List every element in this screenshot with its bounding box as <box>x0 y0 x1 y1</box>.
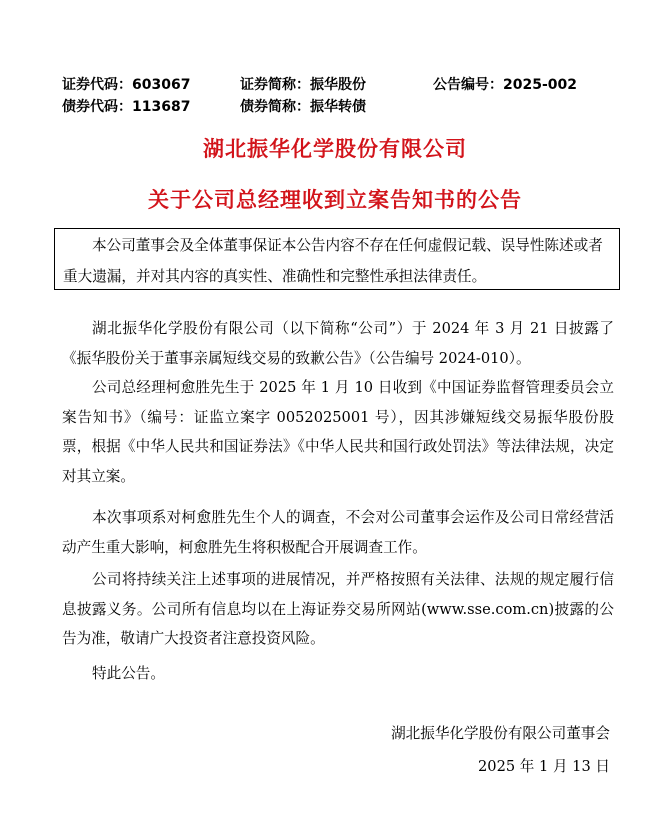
disclaimer-text: 本公司董事会及全体董事保证本公告内容不存在任何虚假记载、误导性陈述或者重大遗漏，并对其内容的真实性、准确性和完整性承担法律责任。 <box>63 237 603 285</box>
company-title: 湖北振华化学股份有限公司 <box>203 137 467 161</box>
bond-code: 债券代码：113687 <box>62 99 191 115</box>
signature-date: 2025 年 1 月 13 日 <box>478 758 610 775</box>
notice-number: 公告编号：2025-002 <box>433 77 577 93</box>
body-paragraph-2: 公司总经理柯愈胜先生于 2025 年 1 月 10 日收到《中国证券监督管理委员会立案告知书》（编号：证监立案字 0052025001 号），因其涉嫌短线交易振华股份股票，根据《中华人民共和国证券法》《中华人民共和国行政处罚法》等法律法规，决定对其立案。 <box>62 379 614 485</box>
body-paragraph-4: 公司将持续关注上述事项的进展情况，并严格按照有关法律、法规的规定履行信息披露义务。公司所有信息均以在上海证券交易所网站(www.sse.com.cn)披露的公告为准，敬请广大投资者注意投资风险。 <box>62 571 614 647</box>
body-paragraph-1: 湖北振华化学股份有限公司（以下简称“公司”）于 2024 年 3 月 21 日披露了《振华股份关于董事亲属短线交易的致歉公告》（公告编号 2024-010）。 <box>62 320 614 367</box>
body-paragraph-3: 本次事项系对柯愈胜先生个人的调查，不会对公司董事会运作及公司日常经营活动产生重大影响，柯愈胜先生将积极配合开展调查工作。 <box>62 509 614 556</box>
security-abbr: 证券简称：振华股份 <box>240 77 366 93</box>
body-paragraph-5: 特此公告。 <box>92 665 165 682</box>
disclaimer-box <box>54 228 620 290</box>
bond-abbr: 债券简称：振华转债 <box>240 99 366 115</box>
notice-title: 关于公司总经理收到立案告知书的公告 <box>148 188 522 212</box>
signature-org: 湖北振华化学股份有限公司董事会 <box>391 725 610 742</box>
security-code: 证券代码：603067 <box>62 77 191 93</box>
